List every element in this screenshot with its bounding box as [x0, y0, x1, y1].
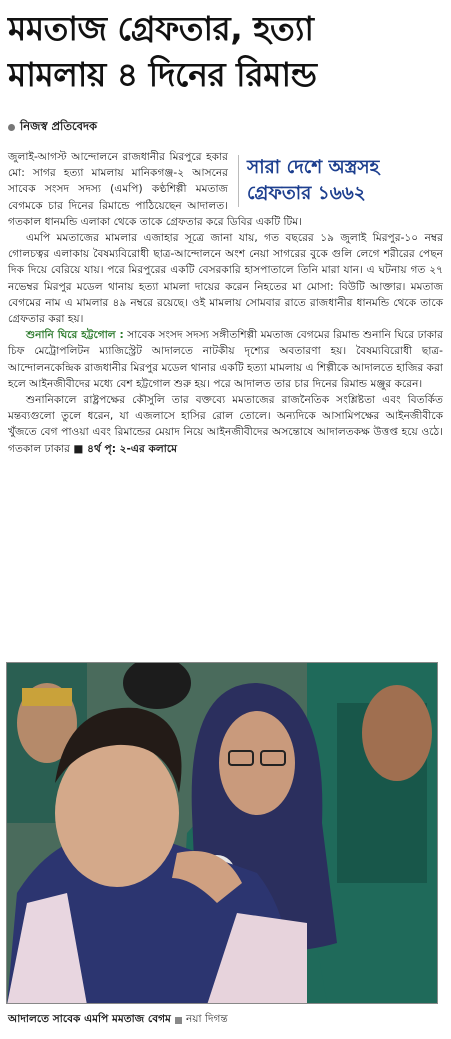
bullet-icon [8, 124, 15, 131]
paragraph-1-text: জুলাই-আগস্ট আন্দোলনে রাজধানীর মিরপুরে হকার মো: সাগর হত্যা মামলায় মানিকগঞ্জ-২ আসনের সাবেক সংসদ সদস্য (এমপি) কণ্ঠশিল্পী মমতাজ বেগমকে চার দিনের রিমান্ডে পাঠিয়েছেন আদালত। গতকাল ধানমন্ডি এলাকা থেকে তাকে গ্রেফতার করে ডিবির একটি টিম। [8, 151, 302, 228]
news-photo [6, 662, 438, 1004]
paragraph-3 [8, 327, 443, 392]
byline [8, 118, 443, 137]
paragraph-3-text: সাবেক সংসদ সদস্য সঙ্গীতশিল্পী মমতাজ বেগমের রিমান্ড শুনানি ঘিরে ঢাকার চিফ মেট্রোপলিটন ম্যাজিস্ট্রেট আদালতে নাটকীয় দৃশ্যের অবতারণা হয়। বৈষম্যবিরোধী ছাত্র-আন্দোলনকেন্দ্রিক রাজধানীর মিরপুর মডেল থানার একটি হত্যা মামলায় এ শিল্পীকে আদালতে হাজির করা হলে আইনজীবীদের মধ্যে বেশ হট্টগোল শুরু হয়। পরে আদালত তার চার দিনের রিমান্ড মঞ্জুর করেন। [8, 329, 443, 390]
caption-text: আদালতে সাবেক এমপি মমতাজ বেগম [8, 1013, 171, 1025]
square-separator-icon [175, 1017, 182, 1024]
subheading: শুনানি ঘিরে হট্টগোল : [26, 329, 124, 342]
photo-illustration [7, 663, 438, 1004]
byline-text: নিজস্ব প্রতিবেদক [20, 119, 98, 133]
headline-line-2: মামলায় ৪ দিনের রিমান্ড [8, 55, 317, 94]
headline [8, 6, 443, 98]
continued-reference: ■ ৪র্থ পৃ: ২-এর কলামে [73, 442, 178, 455]
photo-caption [8, 1012, 228, 1029]
inset-title-line-2: গ্রেফতার ১৬৬২ [247, 183, 366, 204]
paragraph-4-text: শুনানিকালে রাষ্ট্রপক্ষের কৌসুলি তার বক্তব্যে মমতাজের রাজনৈতিক সংশ্লিষ্টতা এবং বিতর্কিত মন্তব্যগুলো তুলে ধরেন, যা এজলাসে হাসির রোল তোলে। অন্যদিকে আসামিপক্ষের আইনজীবীকে খুঁজতে বেগ পাওয়া এবং রিমান্ডের মেয়াদ নিয়ে আইনজীবীদের অসন্তোষে আদালতকক্ষ উত্তপ্ত হয়ে ওঠে। গতকাল ঢাকার [8, 394, 443, 455]
paragraph-2: এমপি মমতাজের মামলার এজাহার সূত্রে জানা যায়, গত বছরের ১৯ জুলাই মিরপুর-১০ নম্বর গোলচত্বর এলাকায় বৈষম্যবিরোধী ছাত্র-আন্দোলনে অংশ নেয়া সাগরের বুকে গুলি লেগে শরীরের পেছন দিক দিয়ে বেরিয়ে যায়। পরে মিরপুরের একটি বেসরকারি হাসপাতালে তিনি মারা যান। এ ঘটনায় গত ২৭ নভেম্বর মিরপুর মডেল থানায় হত্যা মামলা দায়ের করেন নিহতের মা মোসা: বিউটি আক্তার। মমতাজ বেগমের নাম এ মামলার ৪৯ নম্বরে রয়েছে। ওই মামলায় সোমবার রাতে রাজধানীর ধানমন্ডি থেকে তাকে গ্রেফতার করা হয়। [8, 232, 443, 326]
photo-credit: নয়া দিগন্ত [185, 1013, 228, 1025]
inset-box [238, 155, 443, 207]
article-body [8, 149, 443, 457]
paragraph-1 [8, 149, 443, 230]
headline-line-1: মমতাজ গ্রেফতার, হত্যা [8, 9, 314, 48]
paragraph-4 [8, 392, 443, 457]
inset-title-line-1: সারা দেশে অস্ত্রসহ [247, 157, 380, 178]
